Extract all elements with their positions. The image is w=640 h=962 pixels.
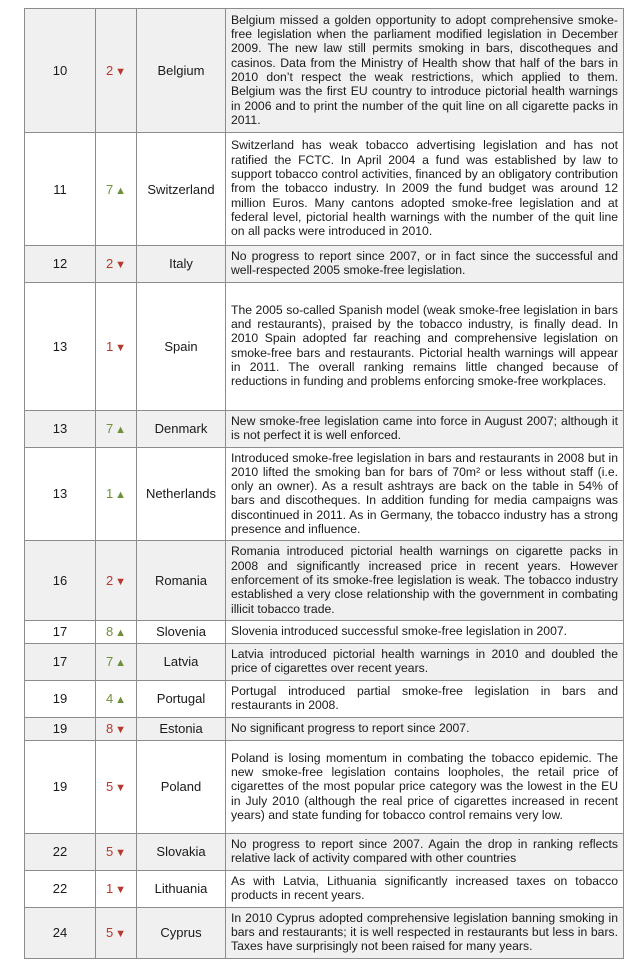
rank-change-value: 1 [105, 486, 114, 502]
country-cell: Switzerland [137, 133, 226, 246]
rank-cell: 19 [25, 717, 96, 740]
country-cell: Italy [137, 246, 226, 283]
table-row [25, 833, 624, 870]
description-cell: Belgium missed a golden opportunity to adopt comprehensive smoke-free legislation when the parliament modified legislation in December 2009. The new law still permits smoking in bars, discotheques and casinos. Data from the Ministry of Health show that half of the bars in 2010 don’t respect the weak restrictions, which applied to them. Belgium was the first EU country to introduce pictorial health warnings in 2006 and to print the number of the quit line on all cigarette packs in 2011. [226, 9, 624, 133]
down-arrow-icon: ▼ [115, 884, 127, 897]
description-cell: The 2005 so-called Spanish model (weak smoke-free legislation in bars and restaurants), praised by the tobacco industry, is finally dead. In 2010 Spain adopted far reaching and comprehensive legislation on smoke-free bars and restaurants. Pictorial health warnings will appear in 2011. The overall ranking remains little changed because of reductions in funding and problems enforcing smoke-free workplaces. [226, 282, 624, 410]
rank-cell: 19 [25, 740, 96, 833]
rank-change-cell [96, 282, 137, 410]
down-arrow-icon: ▼ [115, 66, 127, 78]
rank-cell: 19 [25, 680, 96, 717]
country-cell: Poland [137, 740, 226, 833]
rank-change-value: 5 [105, 844, 114, 860]
table-row [25, 9, 624, 133]
rank-change-cell [96, 833, 137, 870]
rank-cell: 24 [25, 907, 96, 958]
rank-change-cell [96, 870, 137, 907]
rank-change-cell [96, 9, 137, 133]
rank-change-value: 2 [105, 573, 114, 589]
table-row [25, 541, 624, 620]
ranking-table [24, 8, 624, 959]
rank-cell: 13 [25, 282, 96, 410]
up-arrow-icon: ▲ [115, 424, 127, 437]
description-cell: Portugal introduced partial smoke-free legislation in bars and restaurants in 2008. [226, 680, 624, 717]
country-cell: Portugal [137, 680, 226, 717]
rank-change-value: 4 [105, 691, 114, 707]
country-cell: Estonia [137, 717, 226, 740]
rank-cell: 13 [25, 447, 96, 541]
description-cell: Introduced smoke-free legislation in bars and restaurants in 2008 but in 2010 lifted the smoking ban for bars of 70m² or less without staff (i.e. only an owner). As a result ashtrays are back on the table in 54% of bars and discotheques. In addition funding for media campaigns was discontinued in 2011. As in Germany, the tobacco industry has a strong presence and influence. [226, 447, 624, 541]
rank-cell: 11 [25, 133, 96, 246]
rank-cell: 17 [25, 620, 96, 643]
table-row [25, 447, 624, 541]
rank-change-value: 5 [105, 925, 114, 941]
up-arrow-icon: ▲ [115, 184, 127, 197]
rank-change-value: 7 [105, 654, 114, 670]
rank-change-cell [96, 246, 137, 283]
rank-change-cell [96, 643, 137, 680]
description-cell: Romania introduced pictorial health warnings on cigarette packs in 2008 and significantly increased price in recent years. However enforcement of its smoke-free legislation is weak. The tobacco industry established a very close relationship with the government in combating illicit tobacco trade. [226, 541, 624, 620]
rank-cell: 22 [25, 833, 96, 870]
country-cell: Belgium [137, 9, 226, 133]
country-cell: Denmark [137, 410, 226, 447]
description-cell: In 2010 Cyprus adopted comprehensive legislation banning smoking in bars and restaurants; it is well respected in restaurants but less in bars. Taxes have surprisingly not been raised for many years. [226, 907, 624, 958]
rank-change-value: 2 [105, 63, 114, 78]
rank-change-value: 1 [105, 881, 114, 897]
down-arrow-icon: ▼ [115, 847, 127, 860]
rank-change-cell [96, 447, 137, 541]
table-row [25, 740, 624, 833]
table-row [25, 680, 624, 717]
rank-change-value: 5 [105, 779, 114, 795]
description-cell: New smoke-free legislation came into force in August 2007; although it is not perfect it is well enforced. [226, 410, 624, 447]
down-arrow-icon: ▼ [115, 259, 127, 272]
rank-cell: 17 [25, 643, 96, 680]
table-row [25, 246, 624, 283]
rank-change-cell [96, 680, 137, 717]
table-row [25, 717, 624, 740]
rank-change-cell [96, 620, 137, 643]
rank-change-value: 2 [105, 256, 114, 272]
down-arrow-icon: ▼ [115, 724, 127, 737]
country-cell: Slovenia [137, 620, 226, 643]
country-cell: Latvia [137, 643, 226, 680]
description-cell: Poland is losing momentum in combating the tobacco epidemic. The new smoke-free legislation contains loopholes, the retail price of cigarettes of the most popular price category was the lowest in the EU in July 2010 (although the real price of cigarettes increased in recent years) and state funding for tobacco control remains very low. [226, 740, 624, 833]
rank-change-cell [96, 410, 137, 447]
down-arrow-icon: ▼ [115, 576, 127, 589]
table-row [25, 410, 624, 447]
rank-cell: 10 [25, 9, 96, 133]
rank-change-value: 7 [105, 181, 114, 197]
rank-cell: 16 [25, 541, 96, 620]
description-cell: Latvia introduced pictorial health warnings in 2010 and doubled the price of cigarettes over recent years. [226, 643, 624, 680]
up-arrow-icon: ▲ [115, 489, 127, 502]
table-row [25, 907, 624, 958]
country-cell: Slovakia [137, 833, 226, 870]
rank-change-cell [96, 717, 137, 740]
description-cell: No significant progress to report since 2007. [226, 717, 624, 740]
rank-change-value: 8 [105, 721, 114, 737]
rank-change-value: 7 [105, 421, 114, 437]
table-row [25, 620, 624, 643]
table-row [25, 282, 624, 410]
rank-change-value: 8 [105, 624, 114, 640]
table-row [25, 133, 624, 246]
rank-change-cell [96, 133, 137, 246]
down-arrow-icon: ▼ [115, 341, 127, 354]
up-arrow-icon: ▲ [115, 627, 127, 640]
ranking-table-body [25, 9, 624, 959]
country-cell: Lithuania [137, 870, 226, 907]
rank-cell: 12 [25, 246, 96, 283]
description-cell: No progress to report since 2007, or in fact since the successful and well-respected 2005 smoke-free legislation. [226, 246, 624, 283]
description-cell: Switzerland has weak tobacco advertising legislation and has not ratified the FCTC. In April 2004 a fund was established by law to support tobacco control activities, financed by an obligatory contribution from the tobacco industry. In 2009 the fund budget was around 12 million Euros. Many cantons adopted smoke-free legislation and at federal level, pictorial health warnings with the number of the quit line on all packs were introduced in 2010. [226, 133, 624, 246]
country-cell: Romania [137, 541, 226, 620]
rank-cell: 22 [25, 870, 96, 907]
down-arrow-icon: ▼ [115, 782, 127, 795]
country-cell: Netherlands [137, 447, 226, 541]
rank-change-cell [96, 541, 137, 620]
description-cell: No progress to report since 2007. Again the drop in ranking reflects relative lack of activity compared with other countries [226, 833, 624, 870]
country-cell: Spain [137, 282, 226, 410]
rank-change-value: 1 [105, 338, 114, 354]
rank-change-cell [96, 740, 137, 833]
down-arrow-icon: ▼ [115, 928, 127, 941]
table-row [25, 870, 624, 907]
table-row [25, 643, 624, 680]
description-cell: As with Latvia, Lithuania significantly increased taxes on tobacco products in recent years. [226, 870, 624, 907]
rank-cell: 13 [25, 410, 96, 447]
country-cell: Cyprus [137, 907, 226, 958]
description-cell: Slovenia introduced successful smoke-free legislation in 2007. [226, 620, 624, 643]
rank-change-cell [96, 907, 137, 958]
up-arrow-icon: ▲ [115, 657, 127, 670]
up-arrow-icon: ▲ [115, 694, 127, 707]
